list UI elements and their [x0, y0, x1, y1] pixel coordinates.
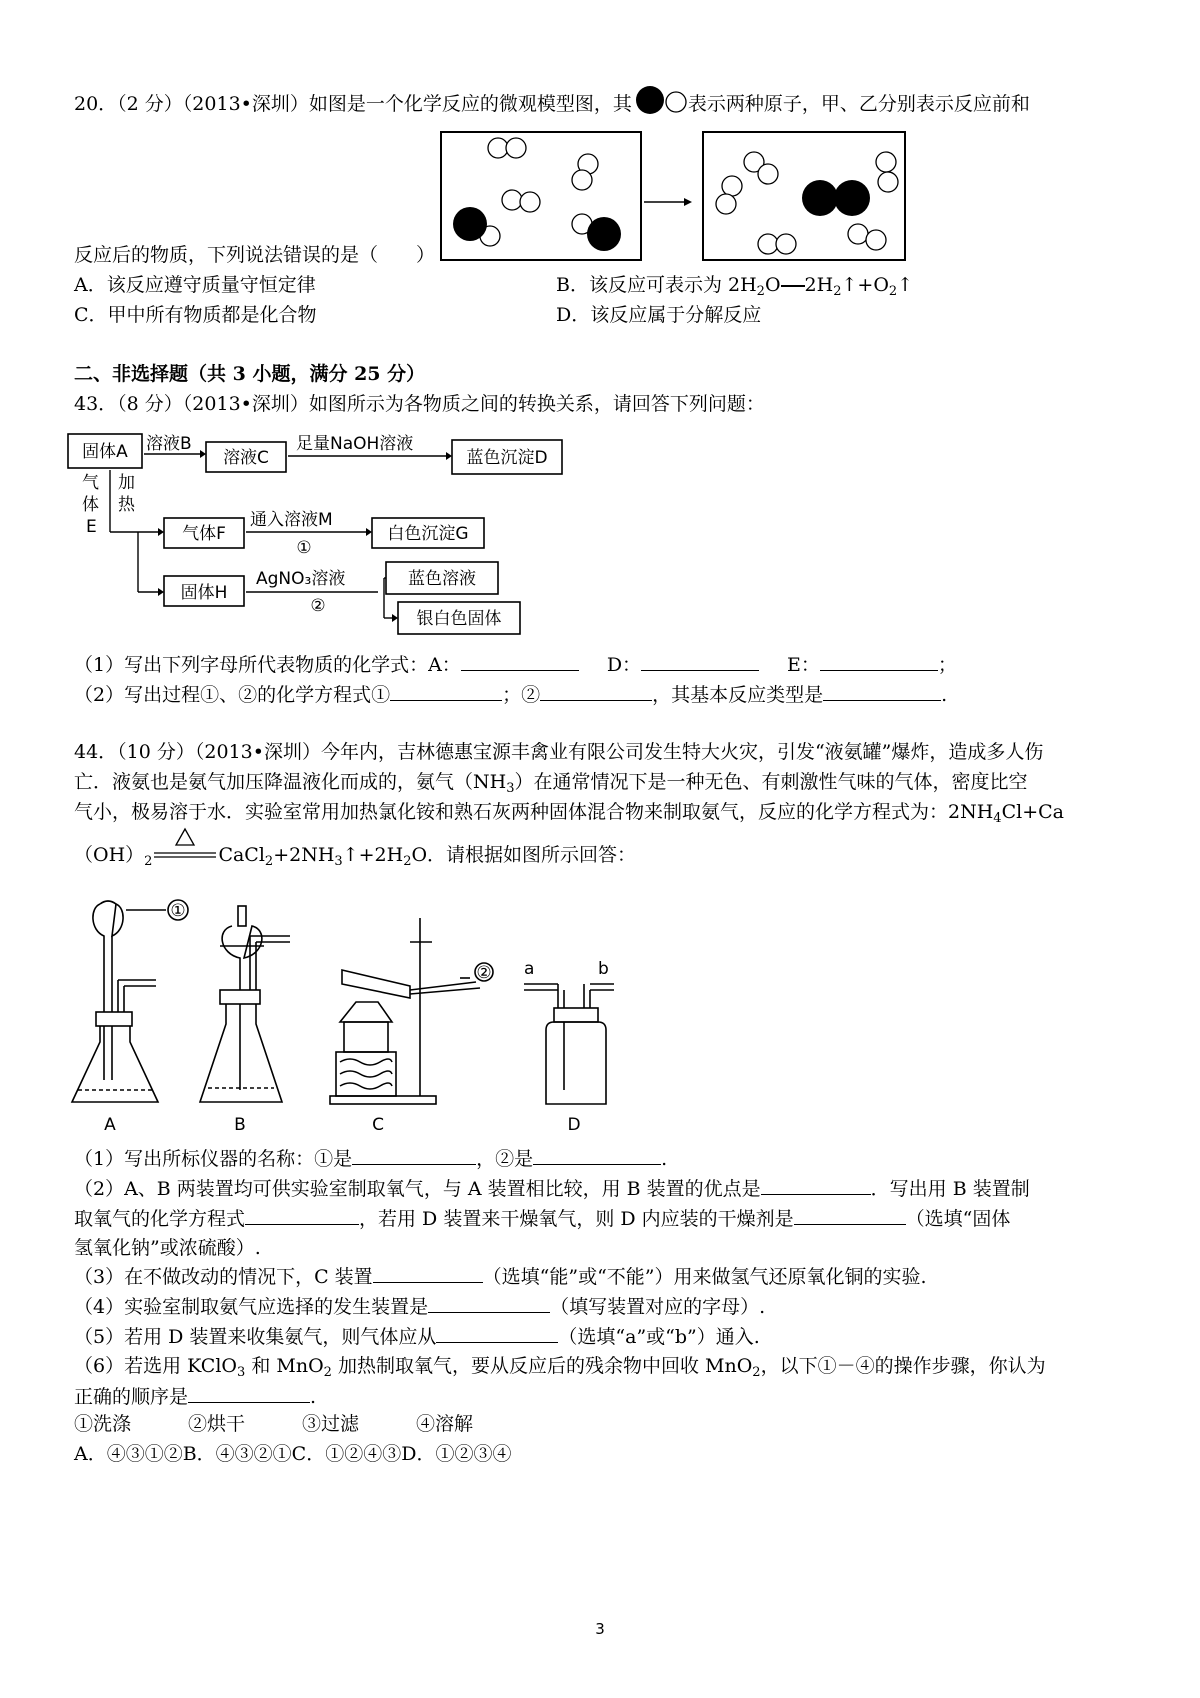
molecule-model-diagram — [440, 128, 920, 262]
node-gas-f: 气体F — [182, 524, 226, 544]
blank-instrument-1[interactable] — [352, 1146, 476, 1165]
label-device-d: D — [567, 1115, 581, 1135]
label-device-c: C — [372, 1115, 384, 1135]
conversion-flowchart — [66, 428, 548, 638]
heat-equals-sign — [152, 843, 218, 863]
label-instrument-2: ② — [476, 963, 492, 983]
q44-part1: （1）写出所标仪器的名称：①是 ，②是 . — [74, 1148, 668, 1170]
label-heat-2: 热 — [118, 495, 135, 515]
node-blue-precipitate-d: 蓝色沉淀D — [466, 448, 548, 468]
section-heading: 二、非选择题（共 3 小题，满分 25 分） — [74, 363, 426, 385]
q20-option-c: C．甲中所有物质都是化合物 — [74, 304, 317, 326]
edge-solution-b: 溶液B — [146, 434, 192, 454]
q44-part6-line2: 正确的顺序是 . — [74, 1386, 317, 1408]
q44-part2-line1: （2）A、B 两装置均可供实验室制取氧气，与 A 装置相比较，用 B 装置的优点是 ．写出用 B 装置制 — [74, 1178, 1030, 1200]
blank-advantage[interactable] — [761, 1176, 871, 1195]
q20-line1: 20．（2 分）（2013•深圳）如图是一个化学反应的微观模型图，其 表示两种原子，甲、乙分别表示反应前和 — [74, 92, 1030, 116]
q44-part4: （4）实验室制取氨气应选择的发生装置是 （填写装置对应的字母）. — [74, 1296, 766, 1318]
q44-line3: 气小，极易溶于水．实验室常用加热氯化铵和熟石灰两种固体混合物来制取氨气，反应的化学方程式为：$2NH_4Cl+Ca$ — [74, 801, 1064, 826]
blank-reaction-type[interactable] — [823, 682, 941, 701]
blank-equation-2[interactable] — [540, 682, 652, 701]
blank-oxygen-equation[interactable] — [245, 1206, 359, 1225]
blank-desiccant[interactable] — [794, 1206, 906, 1225]
label-gas-e-1: 气 — [82, 473, 99, 493]
page-number: 3 — [595, 1620, 605, 1638]
blank-equation-1[interactable] — [390, 682, 502, 701]
q20-option-b: B．该反应可表示为 $2H_2O$ $2H_2↑+O_2↑$ — [556, 274, 914, 299]
node-solid-h: 固体H — [180, 583, 228, 603]
blank-a[interactable] — [461, 652, 579, 671]
q44-part5: （5）若用 D 装置来收集氨气，则气体应从 （选填“a”或“b”）通入. — [74, 1326, 760, 1348]
node-solid-a: 固体A — [82, 442, 128, 462]
label-device-a: A — [104, 1115, 116, 1135]
label-port-a: a — [524, 959, 535, 979]
q20-line2: 反应后的物质，下列说法错误的是（ ） — [74, 244, 436, 266]
edge-naoh: 足量NaOH溶液 — [296, 434, 414, 454]
q44-part6-line1: （6）若选用 KClO$_3$ 和 MnO$_2$ 加热制取氧气，要从反应后的残余物中回收 MnO$_2$，以下①－④的操作步骤，你认为 — [74, 1355, 1046, 1380]
edge-step-2: ② — [310, 596, 326, 616]
label-device-b: B — [234, 1115, 246, 1135]
blank-e[interactable] — [820, 652, 938, 671]
q44-part2-line3: 氢氧化钠”或浓硫酸）. — [74, 1237, 261, 1259]
q44-options: A．④③①②B．④③②①C．①②④③D．①②③④ — [74, 1443, 512, 1465]
apparatus-diagram — [60, 890, 660, 1140]
node-blue-solution: 蓝色溶液 — [408, 569, 476, 589]
blank-d[interactable] — [641, 652, 759, 671]
label-gas-e-2: 体 — [82, 495, 99, 515]
edge-step-1: ① — [296, 538, 312, 558]
blank-can-or-cannot[interactable] — [373, 1264, 483, 1283]
q44-line1: 44．（10 分）（2013•深圳）今年内，吉林德惠宝源丰禽业有限公司发生特大火灾，引发“液氨罐”爆炸，造成多人伤 — [74, 741, 1044, 763]
atom-legend-icon — [632, 92, 688, 114]
q44-part2-line2: 取氧气的化学方程式 ，若用 D 装置来干燥氧气，则 D 内应装的干燥剂是 （选填“固体 — [74, 1208, 1011, 1230]
q20-option-a: A．该反应遵守质量守恒定律 — [74, 274, 316, 296]
label-port-b: b — [598, 959, 609, 979]
blank-instrument-2[interactable] — [533, 1146, 661, 1165]
q44-part3: （3）在不做改动的情况下，C 装置 （选填“能”或“不能”）用来做氢气还原氧化铜的实验. — [74, 1266, 927, 1288]
q20-option-d: D．该反应属于分解反应 — [556, 304, 762, 326]
blank-generation-device[interactable] — [428, 1294, 550, 1313]
q44-line2: 亡．液氨也是氨气加压降温液化而成的，氨气$(NH_3)$在通常情况下是一种无色、有刺激性气味的气体，密度比空 — [74, 771, 1028, 796]
q44-steps: ①洗涤 ②烘干 ③过滤 ④溶解 — [74, 1413, 474, 1435]
edge-pass-solution-m: 通入溶液M — [250, 510, 333, 530]
node-solution-c: 溶液C — [223, 448, 269, 468]
label-instrument-1: ① — [170, 901, 186, 921]
q43-part2: （2）写出过程①、②的化学方程式① ；② ，其基本反应类型是 . — [74, 684, 948, 706]
q43-title: 43．（8 分）（2013•深圳）如图所示为各物质之间的转换关系，请回答下列问题： — [74, 393, 765, 415]
blank-inlet-port[interactable] — [436, 1324, 558, 1343]
edge-agno3: AgNO₃溶液 — [256, 569, 346, 589]
blank-correct-order[interactable] — [188, 1384, 310, 1403]
q44-line4: $(OH)_2$ $CaCl_2+2NH_3↑+2H_2O$．请根据如图所示回答： — [74, 843, 636, 874]
label-heat-1: 加 — [118, 473, 135, 493]
label-gas-e-3: E — [86, 517, 97, 537]
node-silver-solid: 银白色固体 — [416, 609, 502, 629]
node-white-precipitate-g: 白色沉淀G — [387, 524, 469, 544]
q43-part1: （1）写出下列字母所代表物质的化学式：A： D： E： ； — [74, 654, 957, 676]
